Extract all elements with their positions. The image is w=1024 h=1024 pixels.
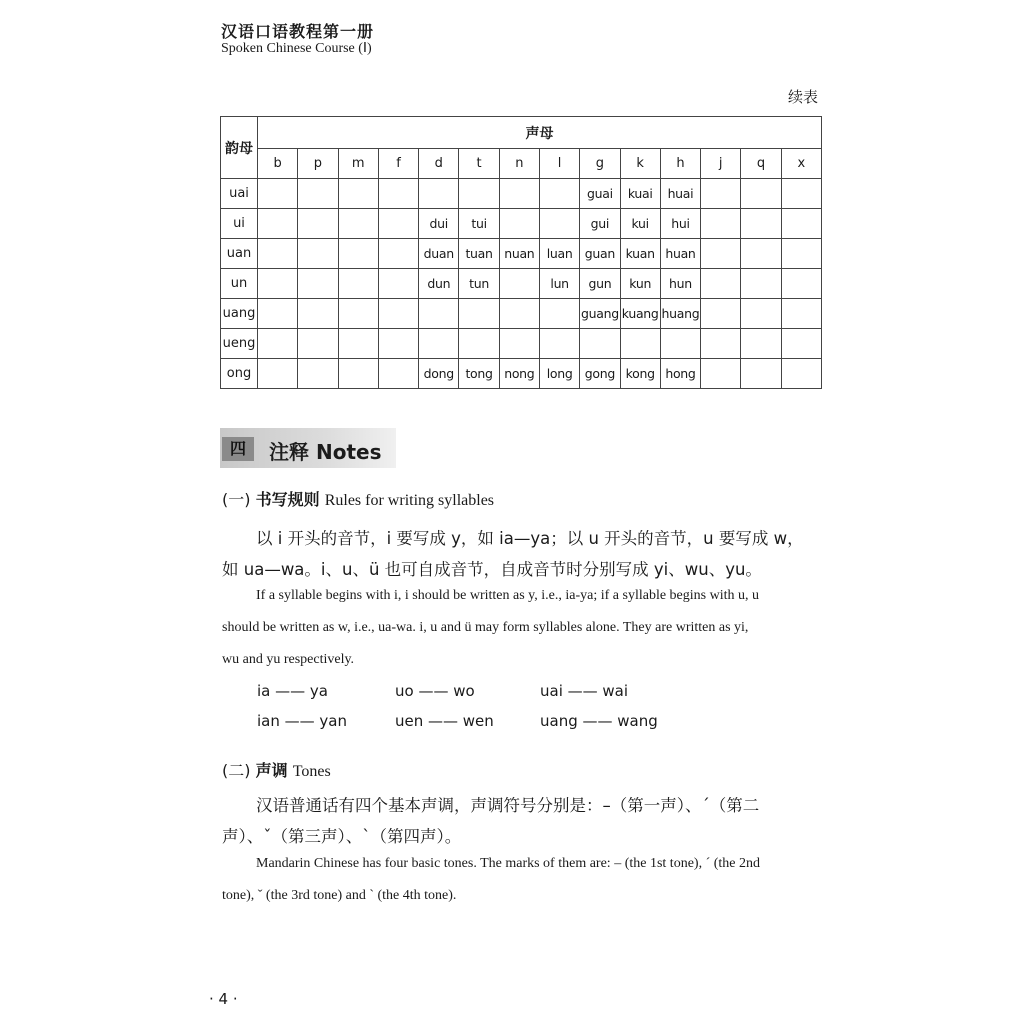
syllable-cell xyxy=(338,209,378,239)
final-label: uang xyxy=(221,299,258,329)
syllable-cell xyxy=(741,329,781,359)
syllable-cell: long xyxy=(539,359,579,389)
example-uen: uen —— wen xyxy=(395,712,494,730)
syllable-cell xyxy=(701,359,741,389)
syllable-cell xyxy=(298,179,338,209)
note1-title-en: Rules for writing syllables xyxy=(324,492,495,509)
syllable-cell: nuan xyxy=(499,239,539,269)
syllable-cell xyxy=(298,359,338,389)
initial-header-n: n xyxy=(499,149,539,179)
syllable-cell: kong xyxy=(620,359,660,389)
syllable-cell: tui xyxy=(459,209,499,239)
section-title: 注释 Notes xyxy=(269,440,382,464)
syllable-cell xyxy=(701,179,741,209)
syllable-cell: huan xyxy=(660,239,700,269)
syllable-cell xyxy=(338,269,378,299)
section-number: 四 xyxy=(222,437,254,461)
syllable-cell: huang xyxy=(660,299,700,329)
syllable-cell xyxy=(258,269,298,299)
syllable-cell xyxy=(459,179,499,209)
syllable-cell xyxy=(499,209,539,239)
syllable-cell xyxy=(499,269,539,299)
syllable-cell: tuan xyxy=(459,239,499,269)
note2-cn-paragraph xyxy=(222,790,826,852)
page-number: · 4 · xyxy=(209,990,238,1008)
syllable-cell xyxy=(781,269,821,299)
syllable-cell xyxy=(378,359,418,389)
syllable-cell xyxy=(539,179,579,209)
example-uo: uo —— wo xyxy=(395,682,475,700)
final-label: uai xyxy=(221,179,258,209)
header-title-en: Spoken Chinese Course (Ⅰ) xyxy=(221,41,372,56)
syllable-cell xyxy=(741,299,781,329)
final-label: uan xyxy=(221,239,258,269)
initial-header-h: h xyxy=(660,149,700,179)
syllable-cell xyxy=(419,299,459,329)
syllable-cell: tong xyxy=(459,359,499,389)
syllable-cell: lun xyxy=(539,269,579,299)
syllable-cell: luan xyxy=(539,239,579,269)
syllable-cell xyxy=(298,329,338,359)
syllable-cell xyxy=(781,179,821,209)
syllable-cell xyxy=(781,239,821,269)
syllable-cell xyxy=(338,359,378,389)
syllable-cell xyxy=(741,269,781,299)
initials-finals-table xyxy=(220,116,822,389)
syllable-cell xyxy=(660,329,700,359)
syllable-cell xyxy=(298,209,338,239)
syllable-cell xyxy=(298,239,338,269)
syllable-cell xyxy=(378,329,418,359)
syllable-cell xyxy=(258,359,298,389)
initial-header-f: f xyxy=(378,149,418,179)
syllable-cell xyxy=(378,299,418,329)
syllable-cell xyxy=(258,179,298,209)
initial-header-l: l xyxy=(539,149,579,179)
note2-title-en: Tones xyxy=(292,763,331,780)
table-header-row xyxy=(221,117,822,149)
syllable-cell xyxy=(781,299,821,329)
syllable-cell xyxy=(539,329,579,359)
syllable-cell xyxy=(338,299,378,329)
note2-heading xyxy=(222,758,331,781)
syllable-cell xyxy=(701,269,741,299)
note1-cn-line2: 如 ua—wa。i、u、ü 也可自成音节，自成音节时分别写成 yi、wu、yu。 xyxy=(222,560,762,579)
note2-en-line2: tone), ˇ (the 3rd tone) and ˋ (the 4th tone). xyxy=(222,888,457,903)
initial-header-b: b xyxy=(258,149,298,179)
syllable-cell: kuang xyxy=(620,299,660,329)
initial-header-p: p xyxy=(298,149,338,179)
syllable-cell: hong xyxy=(660,359,700,389)
syllable-cell: hun xyxy=(660,269,700,299)
initial-header-d: d xyxy=(419,149,459,179)
table-row xyxy=(221,269,822,299)
syllable-cell: gui xyxy=(580,209,620,239)
syllable-cell: tun xyxy=(459,269,499,299)
initial-header-j: j xyxy=(701,149,741,179)
syllable-cell xyxy=(459,299,499,329)
syllable-cell xyxy=(378,179,418,209)
syllable-cell: nong xyxy=(499,359,539,389)
note2-number: (二) xyxy=(222,761,251,780)
note2-cn-line1: 汉语普通话有四个基本声调，声调符号分别是：–（第一声）、ˊ（第二 xyxy=(256,796,760,815)
syllable-cell xyxy=(338,329,378,359)
initials-row xyxy=(221,149,822,179)
initial-header-x: x xyxy=(781,149,821,179)
initial-header-k: k xyxy=(620,149,660,179)
syllable-cell xyxy=(258,329,298,359)
syllable-cell: dui xyxy=(419,209,459,239)
table-row xyxy=(221,209,822,239)
syllable-cell xyxy=(338,239,378,269)
final-column-header: 韵母 xyxy=(221,117,258,179)
note1-en-line3: wu and yu respectively. xyxy=(222,652,355,667)
note1-en-line2: should be written as w, i.e., ua-wa. i, u and ü may form syllables alone. They are written as yi, xyxy=(222,620,749,635)
example-ia: ia —— ya xyxy=(257,682,328,700)
note1-cn-paragraph xyxy=(222,523,826,585)
note2-cn-line2: 声）、ˇ（第三声）、ˋ（第四声）。 xyxy=(222,827,462,846)
syllable-cell: kuan xyxy=(620,239,660,269)
syllable-cell xyxy=(741,239,781,269)
initial-header-t: t xyxy=(459,149,499,179)
note1-en-paragraph xyxy=(222,580,826,676)
syllable-cell xyxy=(378,239,418,269)
table-row xyxy=(221,179,822,209)
syllable-cell xyxy=(378,209,418,239)
syllable-cell xyxy=(419,179,459,209)
syllable-cell xyxy=(539,299,579,329)
syllable-cell xyxy=(741,359,781,389)
syllable-cell xyxy=(419,329,459,359)
note1-en-line1: If a syllable begins with i, i should be written as y, i.e., ia-ya; if a syllable begins with u, u xyxy=(256,588,759,603)
note2-title-cn: 声调 xyxy=(255,761,288,780)
syllable-cell xyxy=(701,209,741,239)
syllable-cell xyxy=(539,209,579,239)
syllable-cell: kui xyxy=(620,209,660,239)
final-label: ui xyxy=(221,209,258,239)
syllable-cell: guai xyxy=(580,179,620,209)
final-label: ong xyxy=(221,359,258,389)
initials-header: 声母 xyxy=(258,117,822,149)
table-row xyxy=(221,359,822,389)
table-row xyxy=(221,299,822,329)
syllable-cell: guan xyxy=(580,239,620,269)
syllable-cell xyxy=(459,329,499,359)
syllable-cell xyxy=(298,299,338,329)
note1-cn-line1: 以 i 开头的音节，i 要写成 y，如 ia—ya；以 u 开头的音节，u 要写成 w， xyxy=(256,529,804,548)
example-uai: uai —— wai xyxy=(540,682,629,700)
syllable-cell xyxy=(338,179,378,209)
example-uang: uang —— wang xyxy=(540,712,658,730)
final-label: un xyxy=(221,269,258,299)
syllable-cell xyxy=(741,179,781,209)
syllable-cell: guang xyxy=(580,299,620,329)
continued-label: 续表 xyxy=(788,88,819,106)
syllable-cell xyxy=(499,299,539,329)
syllable-cell: duan xyxy=(419,239,459,269)
syllable-cell: hui xyxy=(660,209,700,239)
syllable-cell xyxy=(781,329,821,359)
syllable-cell: gong xyxy=(580,359,620,389)
syllable-cell xyxy=(701,299,741,329)
table-body xyxy=(221,179,822,389)
syllable-cell xyxy=(499,329,539,359)
syllable-cell xyxy=(701,239,741,269)
syllable-cell xyxy=(258,209,298,239)
syllable-cell xyxy=(781,359,821,389)
syllable-cell xyxy=(258,239,298,269)
note2-en-line1: Mandarin Chinese has four basic tones. The marks of them are: – (the 1st tone), ˊ (the 2nd xyxy=(256,856,760,871)
table-row xyxy=(221,239,822,269)
example-ian: ian —— yan xyxy=(257,712,347,730)
note2-en-paragraph xyxy=(222,848,826,912)
syllable-cell: gun xyxy=(580,269,620,299)
header-title-cn: 汉语口语教程第一册 xyxy=(221,22,375,41)
syllable-cell xyxy=(741,209,781,239)
syllable-cell xyxy=(701,329,741,359)
syllable-cell: huai xyxy=(660,179,700,209)
syllable-cell: kuai xyxy=(620,179,660,209)
syllable-cell xyxy=(258,299,298,329)
syllable-cell: kun xyxy=(620,269,660,299)
syllable-cell xyxy=(298,269,338,299)
syllable-cell xyxy=(499,179,539,209)
syllable-cell: dun xyxy=(419,269,459,299)
initial-header-m: m xyxy=(338,149,378,179)
note1-title-cn: 书写规则 xyxy=(255,490,320,509)
note1-heading xyxy=(222,487,494,510)
syllable-cell: dong xyxy=(419,359,459,389)
initial-header-q: q xyxy=(741,149,781,179)
syllable-cell xyxy=(580,329,620,359)
syllable-cell xyxy=(620,329,660,359)
syllable-cell xyxy=(378,269,418,299)
note1-number: (一) xyxy=(222,490,251,509)
initial-header-g: g xyxy=(580,149,620,179)
syllable-cell xyxy=(781,209,821,239)
final-label: ueng xyxy=(221,329,258,359)
table-row xyxy=(221,329,822,359)
